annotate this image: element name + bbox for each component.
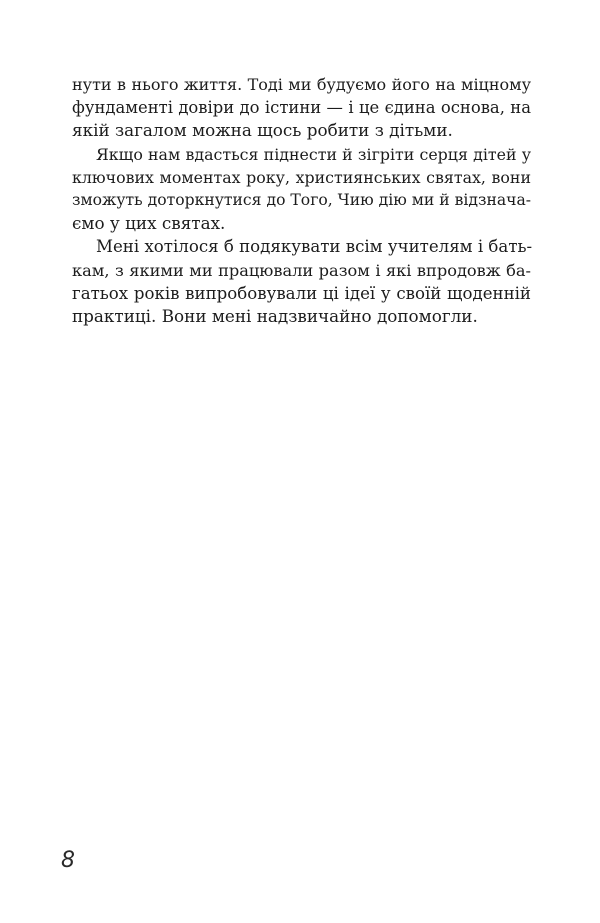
page-number: 8: [61, 848, 75, 873]
text-line: фундаменті довіри до істини — і це єдина основа, на: [72, 98, 531, 118]
text-line: зможуть доторкнутися до Того, Чию дію ми й відзнача-: [72, 191, 532, 210]
body-text: [72, 73, 531, 328]
paragraph-1: [72, 73, 531, 143]
text-line: гатьох років випробовували ці ідеї у своїй щоденній: [72, 283, 531, 303]
text-line: якій загалом можна щось робити з дітьми.: [72, 120, 453, 141]
text-line: практиці. Вони мені надзвичайно допомогли.: [72, 306, 478, 327]
text-line: кам, з якими ми працювали разом і які впродовж ба-: [72, 260, 531, 280]
text-line: ключових моментах року, християнських святах, вони: [72, 167, 531, 187]
text-line: нути в нього життя. Тоді ми будуємо його на міцному: [72, 75, 531, 94]
text-line: ємо у цих святах.: [72, 213, 226, 234]
text-line: Якщо нам вдасться піднести й зігріти серця дітей у: [96, 144, 531, 164]
text-line: Мені хотілося б подякувати всім учителям і бать-: [96, 237, 533, 257]
paragraph-2: [72, 143, 531, 236]
paragraph-3: [72, 235, 531, 328]
